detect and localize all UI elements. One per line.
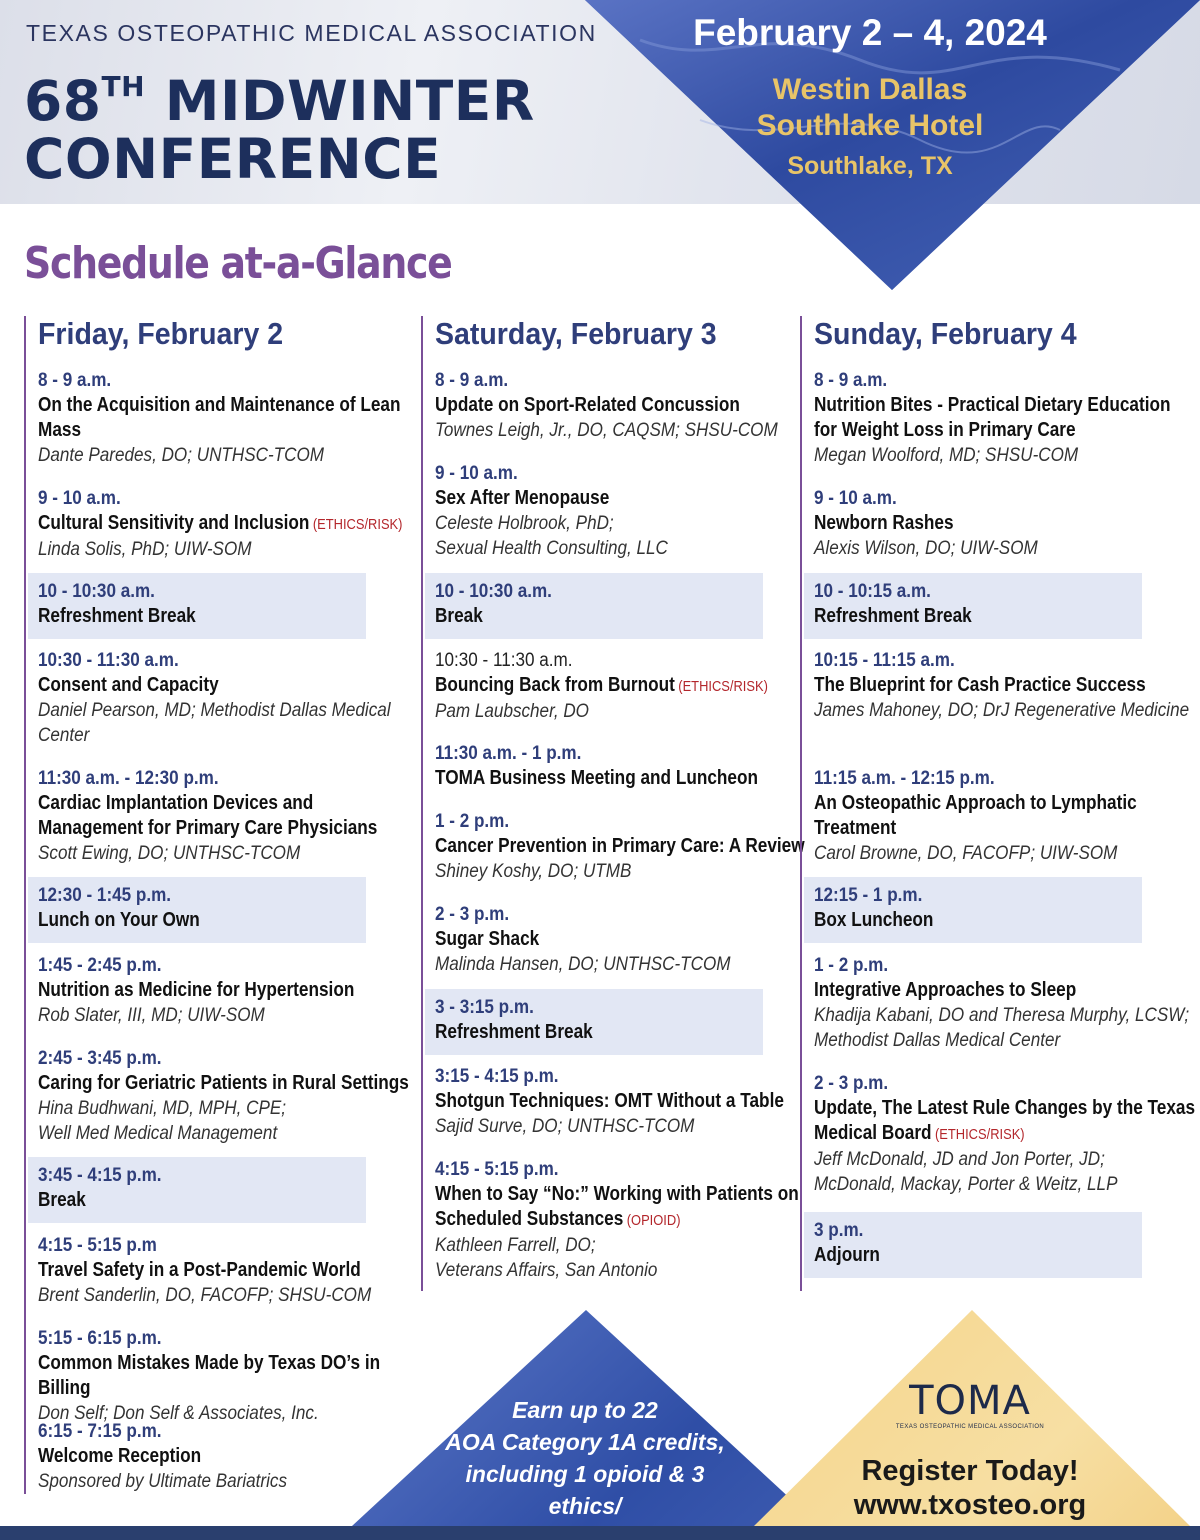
session <box>814 368 1199 468</box>
venue <box>690 72 1050 144</box>
session <box>814 648 1199 723</box>
session-time: 10 - 10:15 a.m. <box>814 581 931 602</box>
page-title: Schedule at-a-Glance <box>24 238 452 289</box>
session-title: Caring for Geriatric Patients in Rural Settings <box>38 1072 409 1094</box>
session-title: Cancer Prevention in Primary Care: A Review <box>435 835 805 857</box>
session-speaker: Linda Solis, PhD; UIW-SOM <box>38 539 252 560</box>
session-time: 9 - 10 a.m. <box>435 463 518 484</box>
session-title: Refreshment Break <box>38 605 196 627</box>
session-speaker: Daniel Pearson, MD; Methodist Dallas Medical Center <box>38 700 391 746</box>
session-title: Travel Safety in a Post-Pandemic World <box>38 1259 361 1281</box>
toma-logo-subtitle: TEXAS OSTEOPATHIC MEDICAL ASSOCIATION <box>895 1424 1045 1430</box>
session <box>435 1157 820 1283</box>
session <box>435 368 820 443</box>
break-block <box>28 1157 366 1223</box>
session-speaker: Megan Woolford, MD; SHSU-COM <box>814 445 1079 466</box>
session-speaker: Kathleen Farrell, DO; <box>435 1235 596 1256</box>
footer-bar <box>0 1526 1200 1540</box>
break-block <box>804 877 1142 943</box>
conference-title <box>24 58 535 191</box>
session-time: 1 - 2 p.m. <box>814 955 889 976</box>
session <box>435 809 820 884</box>
register-cta: Register Today! <box>861 1455 1079 1487</box>
session-title-text: Cultural Sensitivity and Inclusion <box>38 512 310 534</box>
conference-dates: February 2 – 4, 2024 <box>693 12 1047 53</box>
session-speaker: Townes Leigh, Jr., DO, CAQSM; SHSU-COM <box>435 420 778 441</box>
break-block <box>28 573 366 639</box>
session-title: Shotgun Techniques: OMT Without a Table <box>435 1090 784 1112</box>
session-speaker-affiliation: Sexual Health Consulting, LLC <box>435 538 668 559</box>
session-speaker: Brent Sanderlin, DO, FACOFP; SHSU-COM <box>38 1285 372 1306</box>
session-time: 2 - 3 p.m. <box>814 1073 889 1094</box>
session-title: Break <box>435 605 483 627</box>
venue-city: Southlake, TX <box>787 152 953 180</box>
session-time: 11:15 a.m. - 12:15 p.m. <box>814 768 995 789</box>
day-column-saturday <box>421 316 805 1291</box>
session-title: Cardiac Implantation Devices and Management for Primary Care Physicians <box>38 792 378 839</box>
session-time: 10 - 10:30 a.m. <box>38 581 155 602</box>
session-time: 9 - 10 a.m. <box>38 488 121 509</box>
session-title: Sex After Menopause <box>435 487 610 509</box>
session-time: 1:45 - 2:45 p.m. <box>38 955 162 976</box>
session <box>38 486 423 562</box>
register-callout <box>830 1454 1110 1522</box>
session-time: 2:45 - 3:45 p.m. <box>38 1048 162 1069</box>
session-time: 10:30 - 11:30 a.m. <box>435 650 573 671</box>
session-speaker: Shiney Koshy, DO; UTMB <box>435 861 632 882</box>
session-title-text: Bouncing Back from Burnout <box>435 674 675 696</box>
session-time: 2 - 3 p.m. <box>435 904 510 925</box>
day-title: Sunday, February 4 <box>814 316 1077 351</box>
session-speaker: Alexis Wilson, DO; UIW-SOM <box>814 538 1038 559</box>
session <box>38 648 423 748</box>
session-title: Common Mistakes Made by Texas DO’s in Billing <box>38 1352 381 1399</box>
session-speaker: Malinda Hansen, DO; UNTHSC-TCOM <box>435 954 731 975</box>
break-block <box>804 573 1142 639</box>
venue-line1: Westin Dallas <box>772 73 968 106</box>
session-title <box>435 1182 819 1233</box>
day-title: Saturday, February 3 <box>435 316 717 351</box>
session-title: Adjourn <box>814 1244 880 1266</box>
session-speaker: Rob Slater, III, MD; UIW-SOM <box>38 1005 265 1026</box>
break-block <box>425 989 763 1055</box>
session-time: 10:30 - 11:30 a.m. <box>38 650 179 671</box>
session-title: Newborn Rashes <box>814 512 954 534</box>
session <box>435 1064 820 1139</box>
session-title: Update on Sport-Related Concussion <box>435 394 740 416</box>
day-column-sunday <box>800 316 1196 1291</box>
session-time: 11:30 a.m. - 1 p.m. <box>435 743 582 764</box>
credits-line2: AOA Category 1A credits, <box>445 1429 725 1455</box>
session-time: 12:15 - 1 p.m. <box>814 885 923 906</box>
credit-tag: (OPIOID) <box>626 1212 681 1229</box>
toma-logo: TOMA <box>909 1378 1031 1424</box>
session-speaker: Jeff McDonald, JD and Jon Porter, JD; <box>814 1149 1105 1170</box>
title-number: 68 <box>24 69 102 133</box>
session <box>38 766 423 866</box>
session-time: 8 - 9 a.m. <box>435 370 509 391</box>
session-speaker: Scott Ewing, DO; UNTHSC-TCOM <box>38 843 301 864</box>
session-speaker: James Mahoney, DO; DrJ Regenerative Medicine <box>814 700 1190 721</box>
venue-line2: Southlake Hotel <box>756 109 984 142</box>
session-title: Box Luncheon <box>814 909 934 931</box>
session <box>435 461 820 561</box>
session-speaker: Hina Budhwani, MD, MPH, CPE; <box>38 1098 287 1119</box>
session-title: Refreshment Break <box>435 1021 593 1043</box>
session-title <box>38 511 422 537</box>
break-block <box>804 1212 1142 1278</box>
session-time: 8 - 9 a.m. <box>814 370 888 391</box>
session-title: Nutrition Bites - Practical Dietary Education for Weight Loss in Primary Care <box>814 394 1171 441</box>
session-time: 8 - 9 a.m. <box>38 370 112 391</box>
credit-tag: (ETHICS/RISK) <box>935 1126 1025 1143</box>
session <box>38 953 423 1028</box>
session-speaker: Sponsored by Ultimate Bariatrics <box>38 1471 288 1492</box>
session-time: 9 - 10 a.m. <box>814 488 897 509</box>
session-speaker: Sajid Surve, DO; UNTHSC-TCOM <box>435 1116 695 1137</box>
session-title: Lunch on Your Own <box>38 909 200 931</box>
session <box>38 368 423 468</box>
session-speaker-affiliation: Veterans Affairs, San Antonio <box>435 1260 658 1281</box>
session-title: Refreshment Break <box>814 605 972 627</box>
session-speaker-affiliation: Well Med Medical Management <box>38 1123 278 1144</box>
credit-tag: (ETHICS/RISK) <box>312 516 403 533</box>
session-time: 11:30 a.m. - 12:30 p.m. <box>38 768 219 789</box>
break-block <box>28 877 366 943</box>
session-time: 10:15 - 11:15 a.m. <box>814 650 955 671</box>
break-block <box>425 573 763 639</box>
session <box>435 902 820 977</box>
session <box>814 766 1199 866</box>
session-title-text: When to Say “No:” Working with Patients on Scheduled Substances <box>435 1183 799 1230</box>
session-time: 3 p.m. <box>814 1220 864 1241</box>
session-time: 3:15 - 4:15 p.m. <box>435 1066 559 1087</box>
session-time: 4:15 - 5:15 p.m <box>38 1235 157 1256</box>
session-speaker: Celeste Holbrook, PhD; <box>435 513 614 534</box>
organization-name: TEXAS OSTEOPATHIC MEDICAL ASSOCIATION <box>26 20 597 46</box>
session <box>435 648 820 724</box>
session <box>814 953 1199 1053</box>
session <box>38 1046 423 1146</box>
session <box>814 1071 1199 1197</box>
session-speaker: Dante Paredes, DO; UNTHSC-TCOM <box>38 445 325 466</box>
session-time: 10 - 10:30 a.m. <box>435 581 552 602</box>
session-title <box>814 1096 1198 1147</box>
session-speaker-affiliation: McDonald, Mackay, Porter & Weitz, LLP <box>814 1174 1118 1195</box>
session-title: Consent and Capacity <box>38 674 219 696</box>
session-title-text: Update, The Latest Rule Changes by the Texas Medical Board <box>814 1097 1196 1144</box>
session-speaker: Carol Browne, DO, FACOFP; UIW-SOM <box>814 843 1118 864</box>
title-line1: MIDWINTER <box>145 69 535 133</box>
register-url[interactable]: www.txosteo.org <box>853 1489 1087 1521</box>
session-speaker: Pam Laubscher, DO <box>435 701 589 722</box>
session-time: 1 - 2 p.m. <box>435 811 510 832</box>
session-title: Nutrition as Medicine for Hypertension <box>38 979 355 1001</box>
session-title: Integrative Approaches to Sleep <box>814 979 1077 1001</box>
session <box>435 741 820 791</box>
title-ordinal: TH <box>101 70 146 103</box>
session-time: 3 - 3:15 p.m. <box>435 997 534 1018</box>
title-line2: CONFERENCE <box>24 127 442 191</box>
day-title: Friday, February 2 <box>38 316 284 351</box>
session-time: 5:15 - 6:15 p.m. <box>38 1328 162 1349</box>
session-title: Welcome Reception <box>38 1445 202 1467</box>
credits-line3: including 1 opioid & 3 ethics/ <box>465 1461 705 1519</box>
session-title: An Osteopathic Approach to Lymphatic Treatment <box>814 792 1137 839</box>
session-title: Break <box>38 1189 86 1211</box>
session-title: TOMA Business Meeting and Luncheon <box>435 767 759 789</box>
session-title: The Blueprint for Cash Practice Success <box>814 674 1146 696</box>
session-time: 6:15 - 7:15 p.m. <box>38 1421 162 1442</box>
session <box>814 486 1199 561</box>
session-speaker: Khadija Kabani, DO and Theresa Murphy, LCSW; Methodist Dallas Medical Center <box>814 1005 1190 1051</box>
session-time: 3:45 - 4:15 p.m. <box>38 1165 162 1186</box>
credit-tag: (ETHICS/RISK) <box>678 678 768 695</box>
session-time: 4:15 - 5:15 p.m. <box>435 1159 559 1180</box>
credits-line1: Earn up to 22 <box>512 1397 658 1423</box>
session-title <box>435 673 819 699</box>
credits-callout <box>430 1394 740 1540</box>
session-title: On the Acquisition and Maintenance of Lean Mass <box>38 394 401 441</box>
session-speaker: Don Self; Don Self & Associates, Inc. <box>38 1403 319 1424</box>
session-title: Sugar Shack <box>435 928 540 950</box>
session-time: 12:30 - 1:45 p.m. <box>38 885 172 906</box>
